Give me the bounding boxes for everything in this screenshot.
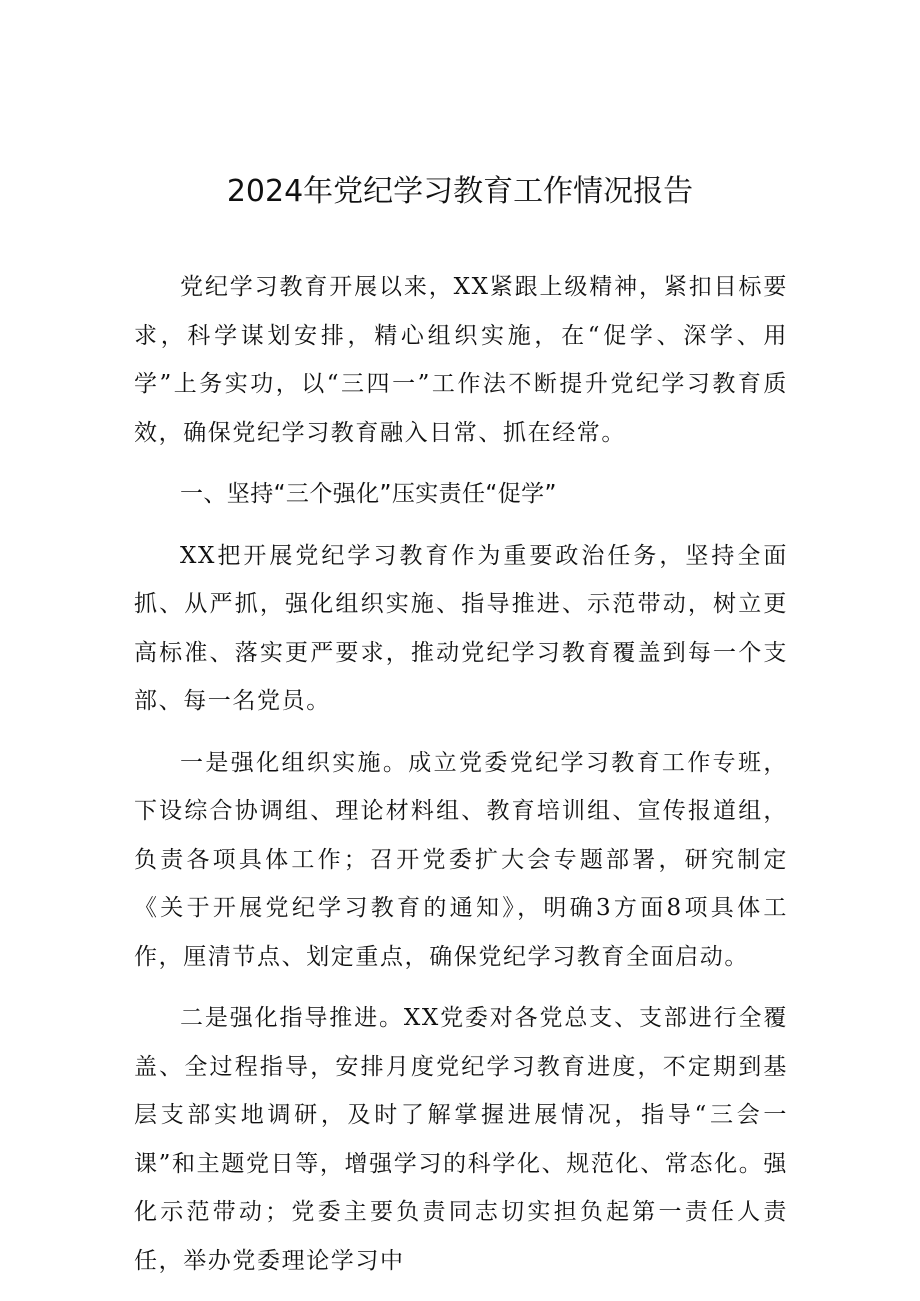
section-1-paragraph-3: 二是强化指导推进。XX党委对各党总支、支部进行全覆盖、全过程指导，安排月度党纪学习教育进度，不定期到基层支部实地调研，及时了解掌握进展情况，指导“三会一课”和主题党日等，增强学习的科学化、规范化、常态化。强化示范带动；党委主要负责同志切实担负起第一责任人责任，举办党委理论学习中 xyxy=(134,1005,788,1274)
document-body xyxy=(134,263,788,1298)
document-title: 2024年党纪学习教育工作情况报告 xyxy=(226,174,694,209)
intro-paragraph: 党纪学习教育开展以来，XX紧跟上级精神，紧扣目标要求，科学谋划安排，精心组织实施，在“促学、深学、用学”上务实功，以“三四一”工作法不断提升党纪学习教育质效，确保党纪学习教育融入日常、抓在经常。 xyxy=(134,274,788,446)
section-1-paragraph-1: XX把开展党纪学习教育作为重要政治任务，坚持全面抓、从严抓，强化组织实施、指导推进、示范带动，树立更高标准、落实更严要求，推动党纪学习教育覆盖到每一个支部、每一名党员。 xyxy=(134,542,788,714)
section-1-paragraph-2: 一是强化组织实施。成立党委党纪学习教育工作专班，下设综合协调组、理论材料组、教育培训组、宣传报道组，负责各项具体工作；召开党委扩大会专题部署，研究制定《关于开展党纪学习教育的通知》，明确3方面8项具体工作，厘清节点、划定重点，确保党纪学习教育全面启动。 xyxy=(134,749,788,970)
section-1-heading: 一、坚持“三个强化”压实责任“促学” xyxy=(180,481,557,507)
